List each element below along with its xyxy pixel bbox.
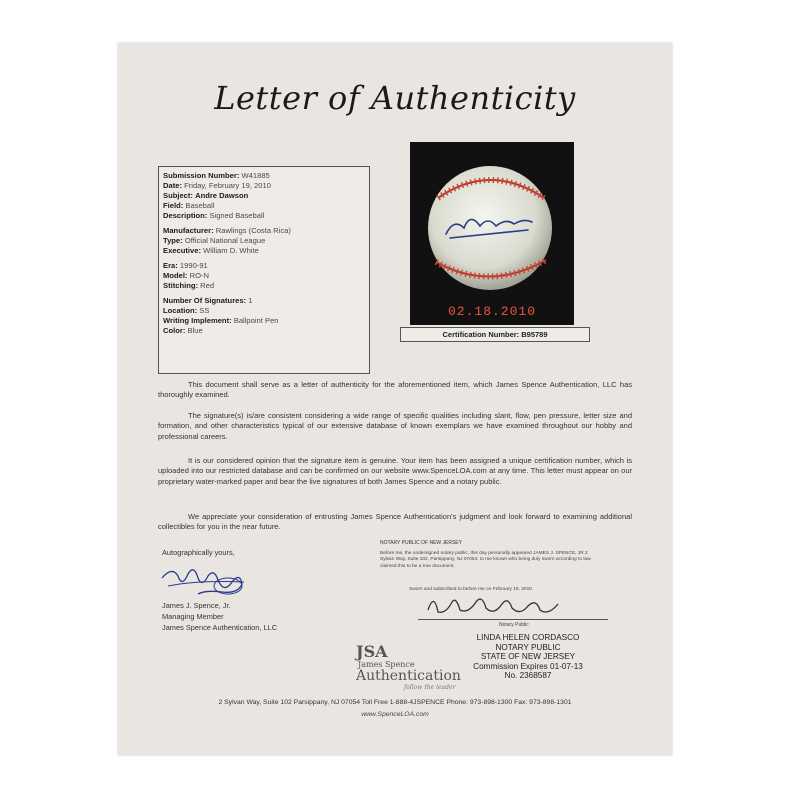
stitching-row: Stitching: Red [163, 280, 215, 290]
notary-statement: Before me, the undersigned notary public, this day personally appeared JAMES J. SPENCE, JR 2 Sylvan Way, Suite 102, Parsippany, NJ 07054, to me known who being duly sworn according to law, claimed this to be a true document. [380, 551, 592, 569]
item-details-box [158, 166, 370, 374]
baseball-photo [410, 142, 574, 325]
svg-text:follow the leader: follow the leader [404, 684, 456, 691]
notary-signature [398, 588, 598, 627]
executive-row: Executive: William D. White [163, 246, 259, 256]
photo-date-stamp: 02.18.2010 [447, 304, 536, 319]
svg-text:Authentication: Authentication [356, 668, 461, 684]
description-row: Description: Signed Baseball [163, 211, 265, 221]
sworn-line: Sworn and subscribed to before me on February 19, 2010 [409, 587, 532, 592]
jsa-logo [350, 639, 470, 700]
letter-title: Letter of Authenticity [214, 79, 576, 117]
signer-block [162, 600, 277, 633]
paragraph-3: It is our considered opinion that the signature item is genuine. Your item has been assigned a unique certification number, which is uploaded into our restricted database and can be confirmed on our website www.SpenceLOA.com at any time. This letter must appear on our proprietary water-marked paper and bear the live signatures of both James Spence and a notary public. [158, 456, 632, 486]
notary-stamp [458, 633, 598, 681]
signer-name: James J. Spence, Jr. [162, 601, 231, 610]
manufacturer-row: Manufacturer: Rawlings (Costa Rica) [163, 225, 291, 235]
model-row: Model: RO-N [163, 270, 209, 280]
james-spence-signature [158, 558, 248, 605]
letter-sheet [118, 43, 672, 755]
notary-state: STATE OF NEW JERSEY [480, 652, 576, 662]
signer-company: James Spence Authentication, LLC [162, 623, 278, 632]
notary-header: NOTARY PUBLIC OF NEW JERSEY [380, 540, 462, 546]
paragraph-4: We appreciate your consideration of entrusting James Spence Authentication's judgment and look forward to examining additional collectibles for you in the near future. [158, 512, 632, 532]
notary-name: LINDA HELEN CORDASCO [476, 633, 580, 642]
num-signatures-row: Number Of Signatures: 1 [163, 295, 253, 305]
notary-public-label: Notary Public [499, 622, 529, 628]
submission-row: Submission Number: W41885 [163, 171, 270, 180]
certification-number: Certification Number: B95789 [400, 327, 590, 342]
paragraph-1: This document shall serve as a letter of authenticity for the aforementioned item, which James Spence Authentication, LLC has thoroughly examined. [158, 380, 632, 400]
svg-text:James Spence: James Spence [358, 660, 415, 669]
color-row: Color: Blue [163, 325, 203, 335]
notary-signature-line [418, 619, 608, 620]
notary-expires: Commission Expires 01-07-13 [473, 661, 583, 671]
baseball-image [410, 142, 574, 325]
subject-row: Subject: Andre Dawson [163, 191, 249, 201]
era-row: Era: 1990-91 [163, 260, 208, 270]
paragraph-2: The signature(s) is/are consistent considering a wide range of specific qualities including slant, flow, pen pressure, letter size and formation, and other characteristics typical of our extensive database of known exemplars we have examined throughout our hobby and professional careers. [158, 411, 632, 441]
notary-title: NOTARY PUBLIC [495, 642, 561, 652]
svg-text:JSA: JSA [356, 642, 388, 661]
writing-implement-row: Writing Implement: Ballpoint Pen [163, 315, 279, 325]
footer-address: 2 Sylvan Way, Suite 102 Parsippany, NJ 07054 Toll Free 1-888-4JSPENCE Phone: 973-898-1300 Fax: 973-898-1301 [218, 699, 572, 706]
signer-role: Managing Member [162, 612, 224, 621]
type-row: Type: Official National League [163, 236, 266, 246]
location-row: Location: SS [163, 305, 210, 315]
date-row: Date: Friday, February 19, 2010 [163, 181, 271, 191]
footer-website[interactable]: www.SpenceLOA.com [361, 711, 429, 718]
field-row: Field: Baseball [163, 201, 215, 211]
notary-number: No. 2368587 [504, 671, 552, 681]
closing-salutation: Autographically yours, [162, 548, 235, 557]
